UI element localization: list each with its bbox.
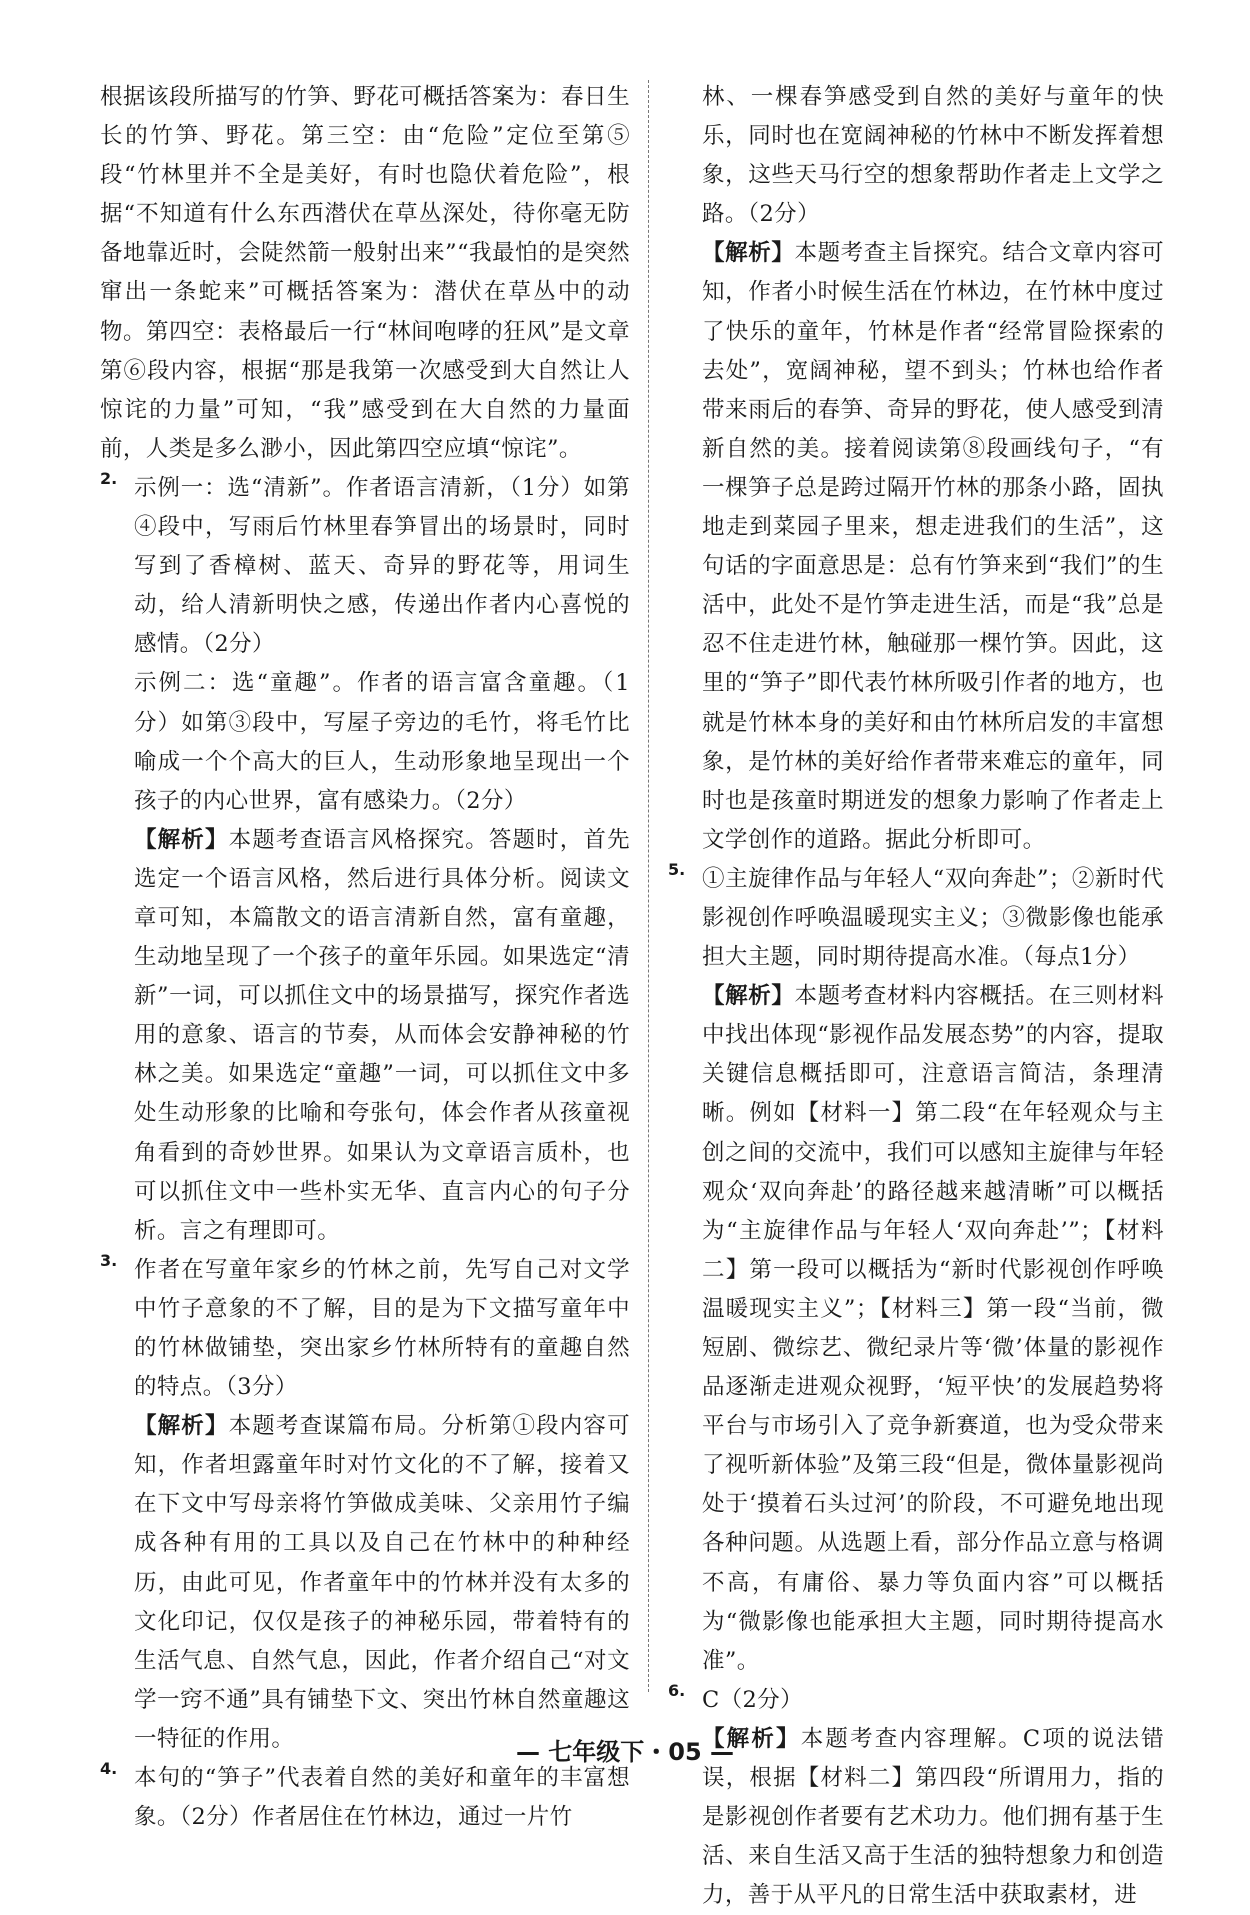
- question-number: 5.: [668, 859, 686, 879]
- analysis-tag: 【解析】: [134, 826, 229, 853]
- q4-analysis: [702, 234, 1164, 860]
- analysis-tag: 【解析】: [702, 983, 795, 1010]
- q5-analysis: [702, 977, 1164, 1681]
- question-5: [668, 860, 1164, 1681]
- column-divider: [648, 80, 649, 1692]
- analysis-text: 本题考查谋篇布局。分析第①段内容可知，作者坦露童年时对竹文化的不了解，接着又在下文中写母亲将竹笋做成美味、父亲用竹子编成各种有用的工具以及自己在竹林中的种种经历，由此可见，作者童年中的竹林并没有太多的文化印记，仅仅是孩子的神秘乐园，带着特有的生活气息、自然气息，因此，作者介绍自己“对文学一窍不通”具有铺垫下文、突出竹林自然童趣这一特征的作用。: [134, 1413, 630, 1752]
- page-footer: — 七年级下・05 —: [515, 1738, 735, 1766]
- q4-answer-continued: 林、一棵春笋感受到自然的美好与童年的快乐，同时也在宽阔神秘的竹林中不断发挥着想象，这些天马行空的想象帮助作者走上文学之路。（2分）: [702, 84, 1164, 228]
- q4-answer-start: 本句的“笋子”代表着自然的美好和童年的丰富想象。（2分）作者居住在竹林边，通过一片竹: [134, 1765, 630, 1831]
- q2-analysis: [134, 821, 630, 1251]
- q2-example-1: 示例一：选“清新”。作者语言清新，（1分）如第④段中，写雨后竹林里春笋冒出的场景时，同时写到了香樟树、蓝天、奇异的野花等，用词生动，给人清新明快之感，传递出作者内心喜悦的感情。（2分）: [134, 474, 630, 658]
- q6-answer: C（2分）: [702, 1686, 804, 1713]
- question-number: 4.: [100, 1759, 118, 1779]
- q3-analysis: [134, 1407, 630, 1759]
- analysis-text: 本题考查内容理解。C项的说法错误，根据【材料二】第四段“所谓用力，指的是影视创作者要有艺术功力。他们拥有基于生活、来自生活又高于生活的独特想象力和创造力，善于从平凡的日常生活中获取素材，进: [702, 1725, 1164, 1909]
- q5-answer: ①主旋律作品与年轻人“双向奔赴”；②新时代影视创作呼唤温暖现实主义；③微影像也能承担大主题，同时期待提高水准。（每点1分）: [702, 865, 1164, 971]
- analysis-tag: 【解析】: [702, 240, 795, 267]
- q1-analysis-continued: 根据该段所描写的竹笋、野花可概括答案为：春日生长的竹笋、野花。第三空：由“危险”定位至第⑤段“竹林里并不全是美好，有时也隐伏着危险”，根据“不知道有什么东西潜伏在草丛深处，待你毫无防备地靠近时，会陡然箭一般射出来”“我最怕的是突然窜出一条蛇来”可概括答案为：潜伏在草丛中的动物。第四空：表格最后一行“林间咆哮的狂风”是文章第⑥段内容，根据“那是我第一次感受到大自然让人惊诧的力量”可知，“我”感受到在大自然的力量面前，人类是多么渺小，因此第四空应填“惊诧”。: [100, 84, 630, 462]
- question-2: [100, 469, 630, 1251]
- question-3: [100, 1251, 630, 1759]
- analysis-tag: 【解析】: [134, 1413, 229, 1440]
- analysis-tag: 【解析】: [702, 1725, 801, 1752]
- analysis-text: 本题考查主旨探究。结合文章内容可知，作者小时候生活在竹林边，在竹林中度过了快乐的童年，竹林是作者“经常冒险探索的去处”，宽阔神秘，望不到头；竹林也给作者带来雨后的春笋、奇异的野花，使人感受到清新自然的美。接着阅读第⑧段画线句子，“有一棵笋子总是跨过隔开竹林的那条小路，固执地走到菜园子里来，想走进我们的生活”，这句话的字面意思是：总有竹笋来到“我们”的生活中，此处不是竹笋走进生活，而是“我”总是忍不住走进竹林，触碰那一棵竹笋。因此，这里的“笋子”即代表竹林所吸引作者的地方，也就是竹林本身的美好和由竹林所启发的丰富想象，是竹林的美好给作者带来难忘的童年，同时也是孩童时期迸发的想象力影响了作者走上文学创作的道路。据此分析即可。: [702, 240, 1164, 853]
- q2-example-2: 示例二：选“童趣”。作者的语言富含童趣。（1分）如第③段中，写屋子旁边的毛竹，将毛竹比喻成一个个高大的巨人，生动形象地呈现出一个孩子的内心世界，富有感染力。（2分）: [134, 670, 630, 814]
- analysis-text: 本题考查语言风格探究。答题时，首先选定一个语言风格，然后进行具体分析。阅读文章可知，本篇散文的语言清新自然，富有童趣，生动地呈现了一个孩子的童年乐园。如果选定“清新”一词，可以抓住文中的场景描写，探究作者选用的意象、语言的节奏，从而体会安静神秘的竹林之美。如果选定“童趣”一词，可以抓住文中多处生动形象的比喻和夸张句，体会作者从孩童视角看到的奇妙世界。如果认为文章语言质朴，也可以抓住文中一些朴实无华、直言内心的句子分析。言之有理即可。: [134, 826, 630, 1244]
- left-column: [100, 78, 630, 1837]
- analysis-text: 本题考查材料内容概括。在三则材料中找出体现“影视作品发展态势”的内容，提取关键信息概括即可，注意语言简洁，条理清晰。例如【材料一】第二段“在年轻观众与主创之间的交流中，我们可以感知主旋律与年轻观众‘双向奔赴’的路径越来越清晰”可以概括为“主旋律作品与年轻人‘双向奔赴’”；【材料二】第一段可以概括为“新时代影视创作呼唤温暖现实主义”；【材料三】第一段“当前，微短剧、微综艺、微纪录片等‘微’体量的影视作品逐渐走进观众视野，‘短平快’的发展趋势将平台与市场引入了竞争新赛道，也为受众带来了视听新体验”及第三段“但是，微体量影视尚处于‘摸着石头过河’的阶段，不可避免地出现各种问题。从选题上看，部分作品立意与格调不高，有庸俗、暴力等负面内容”可以概括为“微影像也能承担大主题，同时期待提高水准”。: [702, 983, 1164, 1674]
- question-4: [100, 1759, 630, 1837]
- question-number: 3.: [100, 1250, 118, 1270]
- question-4-continued: [668, 78, 1164, 860]
- question-number: 6.: [668, 1680, 686, 1700]
- q3-answer: 作者在写童年家乡的竹林之前，先写自己对文学中竹子意象的不了解，目的是为下文描写童年中的竹林做铺垫，突出家乡竹林所特有的童趣自然的特点。（3分）: [134, 1256, 630, 1401]
- right-column: [668, 78, 1164, 1915]
- question-number: 2.: [100, 468, 118, 488]
